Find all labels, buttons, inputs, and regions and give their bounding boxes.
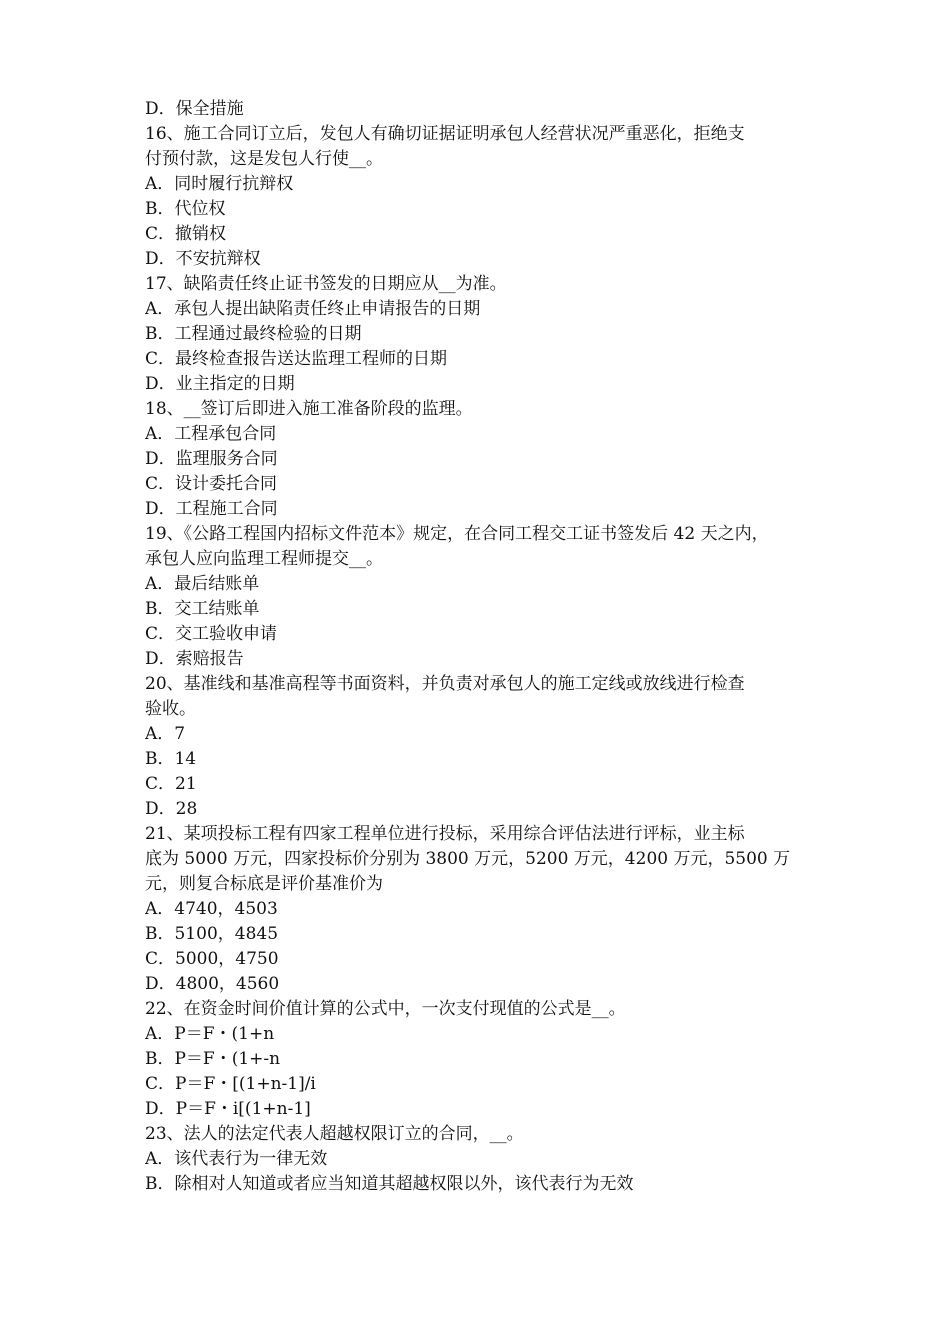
- question-23: 23、法人的法定代表人超越权限订立的合同，__。: [145, 1124, 524, 1144]
- option-line: B．除相对人知道或者应当知道其超越权限以外，该代表行为无效: [145, 1174, 634, 1194]
- question-21-line-1: 21、某项投标工程有四家工程单位进行投标，采用综合评估法进行评标，业主标: [145, 824, 745, 844]
- option-line: B．工程通过最终检验的日期: [145, 324, 362, 344]
- option-line: D．业主指定的日期: [145, 374, 295, 394]
- option-line: C．21: [145, 774, 197, 794]
- option-line: A．最后结账单: [145, 574, 260, 594]
- question-19-line-2: 承包人应向监理工程师提交__。: [145, 549, 383, 569]
- option-line: D．监理服务合同: [145, 449, 278, 469]
- option-line: D．不安抗辩权: [145, 249, 261, 269]
- option-line: C．P＝F・[(1+n-1]/i: [145, 1074, 316, 1094]
- option-line: D．工程施工合同: [145, 499, 278, 519]
- option-line: D．P＝F・i[(1+n-1]: [145, 1099, 311, 1119]
- option-line: A．P＝F・(1+n: [145, 1024, 275, 1044]
- option-line: B．14: [145, 749, 197, 769]
- question-16-line-2: 付预付款，这是发包人行使__。: [145, 149, 383, 169]
- question-20-line-1: 20、基准线和基准高程等书面资料，并负责对承包人的施工定线或放线进行检查: [145, 674, 745, 694]
- option-line: B．代位权: [145, 199, 226, 219]
- question-21-line-3: 元，则复合标底是评价基准价为: [145, 874, 383, 894]
- question-21-line-2: 底为 5000 万元，四家投标价分别为 3800 万元，5200 万元，4200 万元，5500 万: [145, 849, 791, 869]
- option-line: A．7: [145, 724, 186, 744]
- option-line: C．最终检查报告送达监理工程师的日期: [145, 349, 448, 369]
- option-line: C．交工验收申请: [145, 624, 278, 644]
- option-line: D．4800，4560: [145, 974, 280, 994]
- text-line: D．保全措施: [145, 99, 244, 119]
- option-line: A．承包人提出缺陷责任终止申请报告的日期: [145, 299, 481, 319]
- option-line: C．撤销权: [145, 224, 227, 244]
- question-20-line-2: 验收。: [145, 699, 196, 719]
- option-line: B．交工结账单: [145, 599, 260, 619]
- option-line: D．索赔报告: [145, 649, 244, 669]
- question-19-line-1: 19、《公路工程国内招标文件范本》规定，在合同工程交工证书签发后 42 天之内，: [145, 524, 769, 544]
- option-line: A．同时履行抗辩权: [145, 174, 294, 194]
- option-line: D．28: [145, 799, 198, 819]
- document-page: [145, 97, 810, 1197]
- option-line: C．设计委托合同: [145, 474, 278, 494]
- question-22: 22、在资金时间价值计算的公式中，一次支付现值的公式是__。: [145, 999, 626, 1019]
- option-line: A．该代表行为一律无效: [145, 1149, 328, 1169]
- question-17: 17、缺陷责任终止证书签发的日期应从__为准。: [145, 274, 507, 294]
- option-line: A．工程承包合同: [145, 424, 277, 444]
- option-line: A．4740，4503: [145, 899, 278, 919]
- question-18: 18、__签订后即进入施工准备阶段的监理。: [145, 399, 473, 419]
- option-line: B．P＝F・(1+-n: [145, 1049, 281, 1069]
- option-line: C．5000，4750: [145, 949, 279, 969]
- option-line: B．5100，4845: [145, 924, 279, 944]
- question-16-line-1: 16、施工合同订立后，发包人有确切证据证明承包人经营状况严重恶化，拒绝支: [145, 124, 745, 144]
